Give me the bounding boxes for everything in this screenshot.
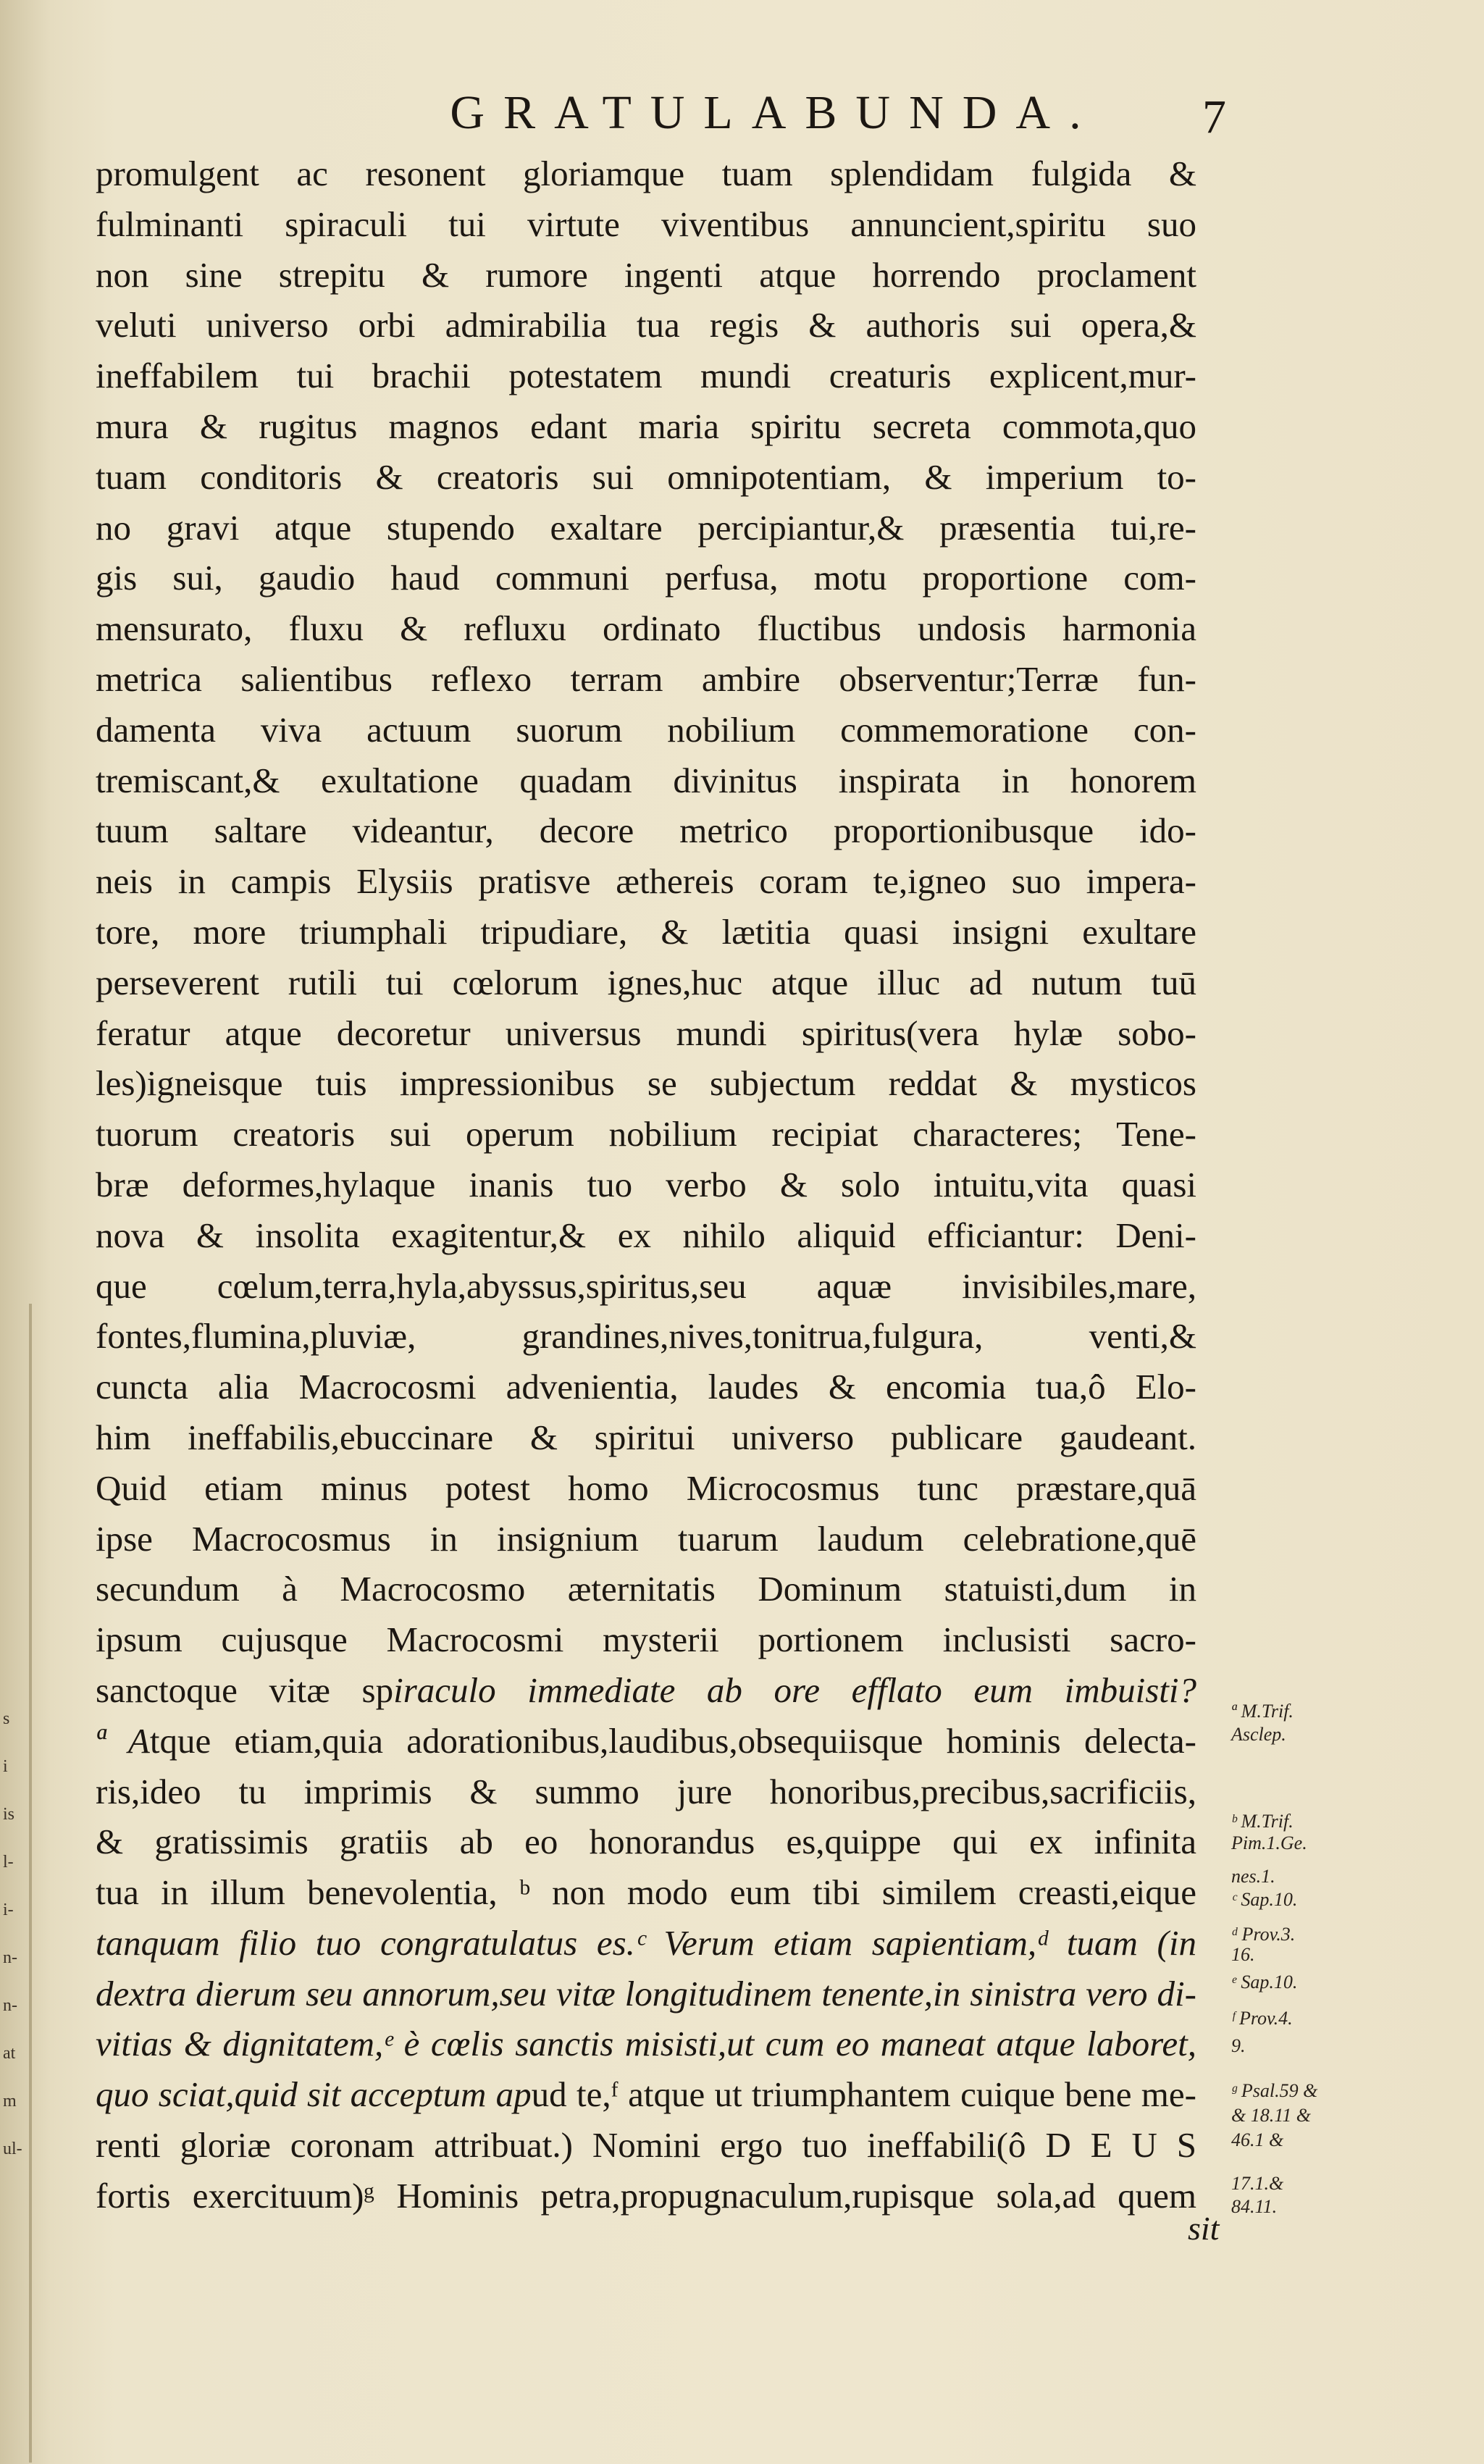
- text-line: & gratissimis gratiis ab eo honorandus es,quippe qui ex infinita: [96, 1822, 1196, 1862]
- margin-note: Pim.1.Ge.: [1231, 1832, 1307, 1853]
- margin-note: ᶜ Sap.10.: [1231, 1889, 1298, 1910]
- edge-fragment: i-: [3, 1901, 14, 1919]
- text-line: ª Atque etiam,quia adorationibus,laudibus,obsequiisque hominis delecta-: [96, 1720, 1196, 1761]
- text-line: tore, more triumphali tripudiare, & lætitia quasi insigni exultare: [96, 911, 1196, 952]
- text-line: promulgent ac resonent gloriamque tuam splendidam fulgida &: [96, 154, 1196, 193]
- text-line: ipse Macrocosmus in insignium tuarum laudum celebratione,quē: [96, 1518, 1196, 1559]
- catchword: sit: [1188, 2210, 1220, 2247]
- text-line: vitias & dignitatem,ᵉ è cœlis sanctis misisti,ut cum eo maneat atque laboret,: [96, 2024, 1196, 2064]
- text-line: cuncta alia Macrocosmi advenientia, laudes & encomia tua,ô Elo-: [96, 1367, 1196, 1407]
- margin-note: 17.1.&: [1231, 2173, 1284, 2194]
- text-line: ris,ideo tu imprimis & summo jure honoribus,precibus,sacrificiis,: [96, 1771, 1196, 1811]
- text-line: bræ deformes,hylaque inanis tuo verbo & solo intuitu,vita quasi: [96, 1164, 1196, 1204]
- body-text: [96, 148, 1196, 2221]
- text-line: Quid etiam minus potest homo Microcosmus tunc præstare,quā: [96, 1467, 1196, 1508]
- page-number: 7: [1202, 91, 1226, 143]
- text-line: gis sui, gaudio haud communi perfusa, motu proportione com-: [96, 558, 1196, 598]
- text-line: que cœlum,terra,hyla,abyssus,spiritus,seu aquæ invisibiles,mare,: [96, 1265, 1196, 1306]
- edge-fragment: ul-: [3, 2140, 22, 2158]
- text-line: ipsum cujusque Macrocosmi mysterii portionem inclusisti sacro-: [96, 1619, 1196, 1660]
- margin-note: ᵍ Psal.59 &: [1231, 2080, 1318, 2101]
- text-line: tuam conditoris & creatoris sui omnipotentiam, & imperium to-: [96, 456, 1196, 497]
- text-line: tuum saltare videantur, decore metrico proportionibusque ido-: [96, 810, 1196, 851]
- edge-fragment: s: [3, 1709, 10, 1728]
- edge-fragment: i: [3, 1757, 8, 1776]
- text-line: nova & insolita exagitentur,& ex nihilo aliquid efficiantur: Deni-: [96, 1215, 1196, 1255]
- edge-fragment: n-: [3, 1948, 17, 1967]
- margin-note: 16.: [1231, 1944, 1255, 1965]
- text-line: tanquam filio tuo congratulatus es.ᶜ Verum etiam sapientiam,ᵈ tuam (in: [96, 1922, 1196, 1963]
- margin-note: ᶠ Prov.4.: [1231, 2008, 1293, 2029]
- text-line: no gravi atque stupendo exaltare percipiantur,& præsentia tui,re-: [96, 507, 1196, 548]
- text-line: perseverent rutili tui cœlorum ignes,huc atque illuc ad nutum tuū: [96, 962, 1196, 1002]
- running-head: GRATULABUNDA.: [450, 86, 1100, 139]
- margin-note: 46.1 &: [1231, 2129, 1284, 2150]
- text-line: damenta viva actuum suorum nobilium commemoratione con-: [96, 709, 1196, 750]
- edge-fragment: is: [3, 1805, 15, 1824]
- text-line: him ineffabilis,ebuccinare & spiritui universo publicare gaudeant.: [96, 1417, 1196, 1457]
- margin-note: ᵇ M.Trif.: [1231, 1811, 1294, 1832]
- text-line: quo sciat,quid sit acceptum apud te,ᶠ atque ut triumphantem cuique bene me-: [96, 2074, 1196, 2115]
- text-line: ineffabilem tui brachii potestatem mundi creaturis explicent,mur-: [96, 356, 1196, 396]
- edge-fragment: l-: [3, 1853, 14, 1872]
- text-line: feratur atque decoretur universus mundi spiritus(vera hylæ sobo-: [96, 1013, 1196, 1053]
- text-line: neis in campis Elysiis pratisve æthereis coram te,igneo suo impera-: [96, 861, 1196, 902]
- text-line: tua in illum benevolentia, ᵇ non modo eum tibi similem creasti,eique: [96, 1872, 1196, 1913]
- margin-note: Asclep.: [1231, 1724, 1286, 1745]
- text-line: fulminanti spiraculi tui virtute viventibus annuncient,spiritu suo: [96, 204, 1196, 244]
- margin-note: & 18.11 &: [1231, 2105, 1312, 2126]
- text-line: metrica salientibus reflexo terram ambire observentur;Terræ fun-: [96, 658, 1196, 699]
- margin-note: ª M.Trif.: [1231, 1701, 1294, 1722]
- edge-fragment: at: [3, 2044, 16, 2063]
- text-line: fortis exercituum)ᵍ Hominis petra,propugnaculum,rupisque sola,ad quem: [96, 2175, 1196, 2216]
- text-line: sanctoque vitæ spiraculo immediate ab ore efflato eum imbuisti?: [96, 1669, 1196, 1710]
- text-line: dextra dierum seu annorum,seu vitæ longitudinem tenente,in sinistra vero di-: [96, 1973, 1196, 2013]
- text-line: les)igneisque tuis impressionibus se subjectum reddat & mysticos: [96, 1063, 1196, 1104]
- text-line: tuorum creatoris sui operum nobilium recipiat characteres; Tene-: [96, 1114, 1196, 1155]
- text-line: non sine strepitu & rumore ingenti atque horrendo proclament: [96, 254, 1196, 295]
- edge-fragment: n-: [3, 1996, 17, 2015]
- text-line: renti gloriæ coronam attribuat.) Nomini ergo tuo ineffabili(ô D E U S: [96, 2125, 1196, 2166]
- margin-note: nes.1.: [1231, 1866, 1275, 1887]
- text-line: veluti universo orbi admirabilia tua regis & authoris sui opera,&: [96, 305, 1196, 345]
- text-line: secundum à Macrocosmo æternitatis Dominum statuisti,dum in: [96, 1569, 1196, 1609]
- text-line: tremiscant,& exultatione quadam divinitus inspirata in honorem: [96, 760, 1196, 800]
- gutter-shadow: [29, 1304, 32, 2463]
- margin-note: 9.: [1231, 2035, 1246, 2056]
- text-line: fontes,flumina,pluviæ, grandines,nives,tonitrua,fulgura, venti,&: [96, 1316, 1196, 1357]
- text-line: mura & rugitus magnos edant maria spiritu secreta commota,quo: [96, 406, 1196, 446]
- edge-fragment: m: [3, 2092, 17, 2111]
- text-line: mensurato, fluxu & refluxu ordinato fluctibus undosis harmonia: [96, 608, 1196, 649]
- margin-note: ᵈ Prov.3.: [1231, 1924, 1296, 1945]
- margin-note: ᵉ Sap.10.: [1231, 1971, 1298, 1992]
- margin-note: 84.11.: [1231, 2196, 1278, 2217]
